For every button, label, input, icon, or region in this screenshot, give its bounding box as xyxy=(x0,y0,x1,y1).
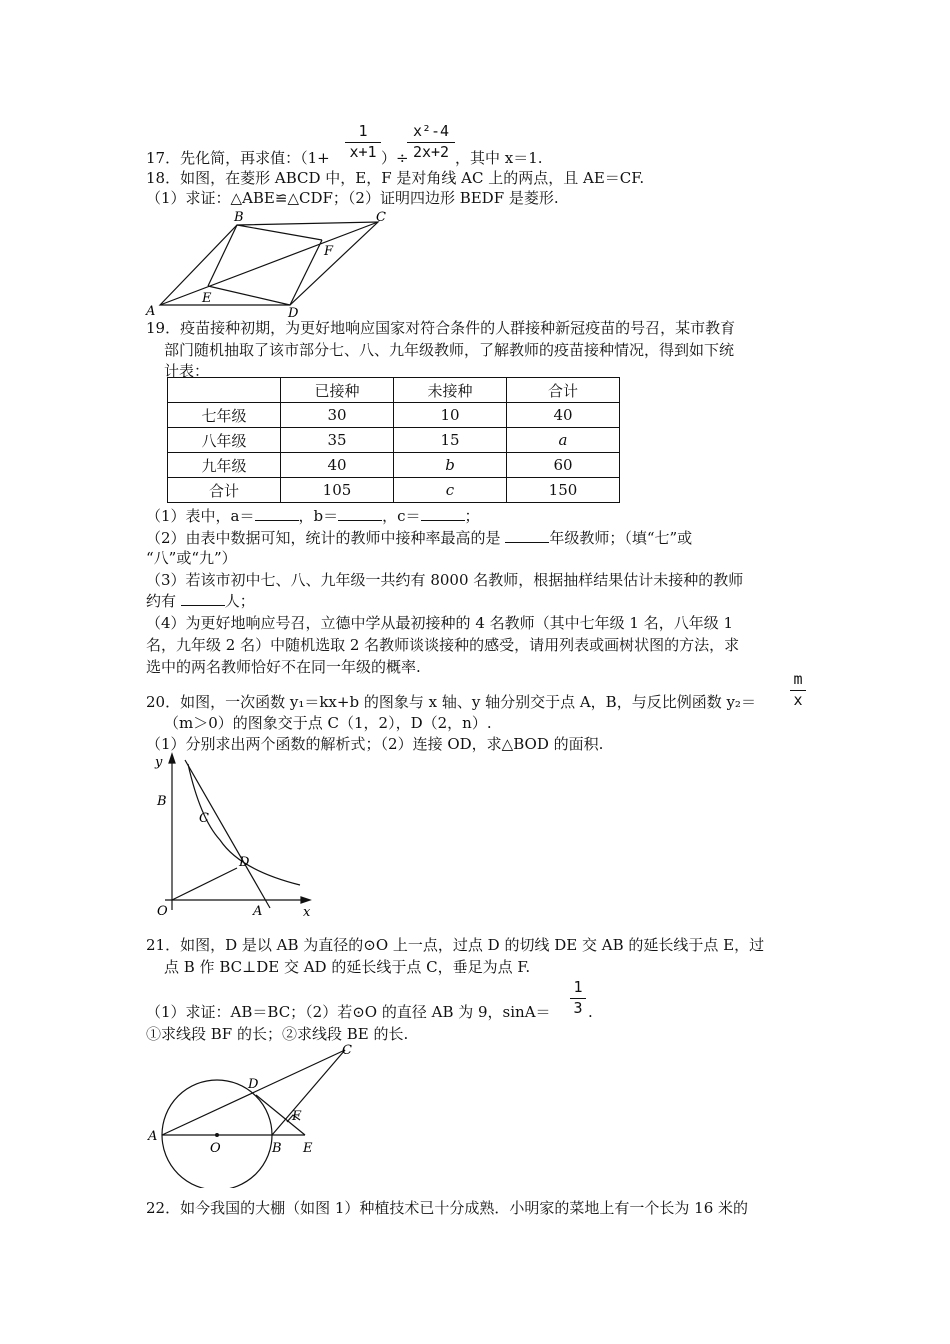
label-b: B xyxy=(234,210,244,225)
q20-line3: （1）分别求出两个函数的解析式；（2）连接 OD，求△BOD 的面积. xyxy=(146,735,604,753)
q21-line4: ①求线段 BF 的长；②求线段 BE 的长. xyxy=(146,1025,409,1043)
label-c: C xyxy=(199,811,209,826)
rhombus-figure xyxy=(140,205,400,320)
q17-text-post: ，其中 x＝1. xyxy=(455,149,543,167)
q20-line1: 20．如图，一次函数 y₁＝kx+b 的图象与 x 轴、y 轴分别交于点 A，B，与反比例函数 y₂＝ xyxy=(146,693,756,711)
label-f: F xyxy=(324,244,334,259)
label-c: C xyxy=(376,210,386,225)
label-b: B xyxy=(272,1141,282,1156)
vaccination-table xyxy=(167,377,620,503)
q21-line2: 点 B 作 BC⊥DE 交 AD 的延长线于点 C，垂足为点 F. xyxy=(164,958,531,976)
denominator: 3 xyxy=(570,998,586,1017)
q19-part2: （2）由表中数据可知，统计的教师中接种率最高的是 年级教师；（填“七”或 xyxy=(146,529,693,547)
q21-line1: 21．如图，D 是以 AB 为直径的⊙O 上一点，过点 D 的切线 DE 交 AB 的延长线于点 E，过 xyxy=(146,936,765,954)
numerator: x²-4 xyxy=(412,122,450,140)
q19-part1: （1）表中，a＝ ，b＝ ，c＝ ； xyxy=(146,507,480,525)
label-o: O xyxy=(210,1141,221,1156)
q22-line1: 22．如今我国的大棚（如图 1）种植技术已十分成熟．小明家的菜地上有一个长为 16 米的 xyxy=(146,1199,749,1217)
q19-part3: （3）若该市初中七、八、九年级一共约有 8000 名教师，根据抽样结果估计未接种的教师 xyxy=(146,571,744,589)
label-e: E xyxy=(303,1141,313,1156)
label-o: O xyxy=(157,904,168,919)
label-f: F xyxy=(292,1109,302,1124)
numerator: 1 xyxy=(573,978,583,996)
q19-line3: 计表： xyxy=(164,362,210,380)
label-c: C xyxy=(342,1043,352,1058)
numerator: 1 xyxy=(358,122,368,140)
denominator: x xyxy=(790,690,806,709)
table-row: 九年级 40 b 60 xyxy=(168,453,620,478)
label-x: x xyxy=(303,905,311,920)
label-d: D xyxy=(239,855,250,870)
label-d: D xyxy=(248,1077,259,1092)
label-a: A xyxy=(146,304,156,319)
label-a: A xyxy=(253,904,263,919)
q19-part2-cont: “八”或“九”） xyxy=(146,549,237,567)
q18-line1: 18．如图，在菱形 ABCD 中，E，F 是对角线 AC 上的两点，且 AE＝CF. xyxy=(146,169,645,187)
fraction-one-third xyxy=(570,978,586,1017)
q20-line2: （m＞0）的图象交于点 C（1，2），D（2，n）. xyxy=(164,714,492,732)
q19-line1: 19．疫苗接种初期，为更好地响应国家对符合条件的人群接种新冠疫苗的号召，某市教育 xyxy=(146,319,736,337)
q19-part3-cont: 约有 人； xyxy=(146,592,255,610)
label-y: y xyxy=(155,755,163,770)
q21-line3: （1）求证：AB＝BC；（2）若⊙O 的直径 AB 为 9，sinA＝ xyxy=(146,1003,551,1021)
numerator: m xyxy=(793,670,803,688)
circle-figure xyxy=(140,1038,370,1188)
table-row: 八年级 35 15 a xyxy=(168,428,620,453)
q19-part4: （4）为更好地响应号召，立德中学从最初接种的 4 名教师（其中七年级 1 名，八年级 1 xyxy=(146,614,734,632)
table-row: 七年级 30 10 40 xyxy=(168,403,620,428)
table-row: 合计 105 c 150 xyxy=(168,478,620,503)
q18-line2: （1）求证：△ABE≌△CDF；（2）证明四边形 BEDF 是菱形. xyxy=(146,189,559,207)
label-e: E xyxy=(202,291,212,306)
q19-part4-cont2: 选中的两名教师恰好不在同一年级的概率. xyxy=(146,658,421,676)
label-a: A xyxy=(148,1129,158,1144)
q19-part4-cont: 名，九年级 2 名）中随机选取 2 名教师谈谈接种的感受，请用列表或画树状图的方法，求 xyxy=(146,636,740,654)
q17-text-mid: ）÷ xyxy=(381,149,409,167)
q19-line2: 部门随机抽取了该市部分七、八、九年级教师，了解教师的疫苗接种情况，得到如下统 xyxy=(164,341,735,359)
fraction-m-over-x xyxy=(790,670,806,709)
denominator: 2x+2 xyxy=(407,142,455,161)
label-d: D xyxy=(288,306,299,320)
table-header-row: 已接种 未接种 合计 xyxy=(168,378,620,403)
q21-line3-end: . xyxy=(588,1003,593,1021)
label-b: B xyxy=(157,794,167,809)
fraction-1 xyxy=(345,122,381,161)
fraction-2 xyxy=(407,122,455,161)
q17-text-pre: 17．先化简，再求值：（1+ xyxy=(146,149,330,167)
denominator: x+1 xyxy=(345,142,381,161)
function-graph-figure xyxy=(145,750,320,925)
